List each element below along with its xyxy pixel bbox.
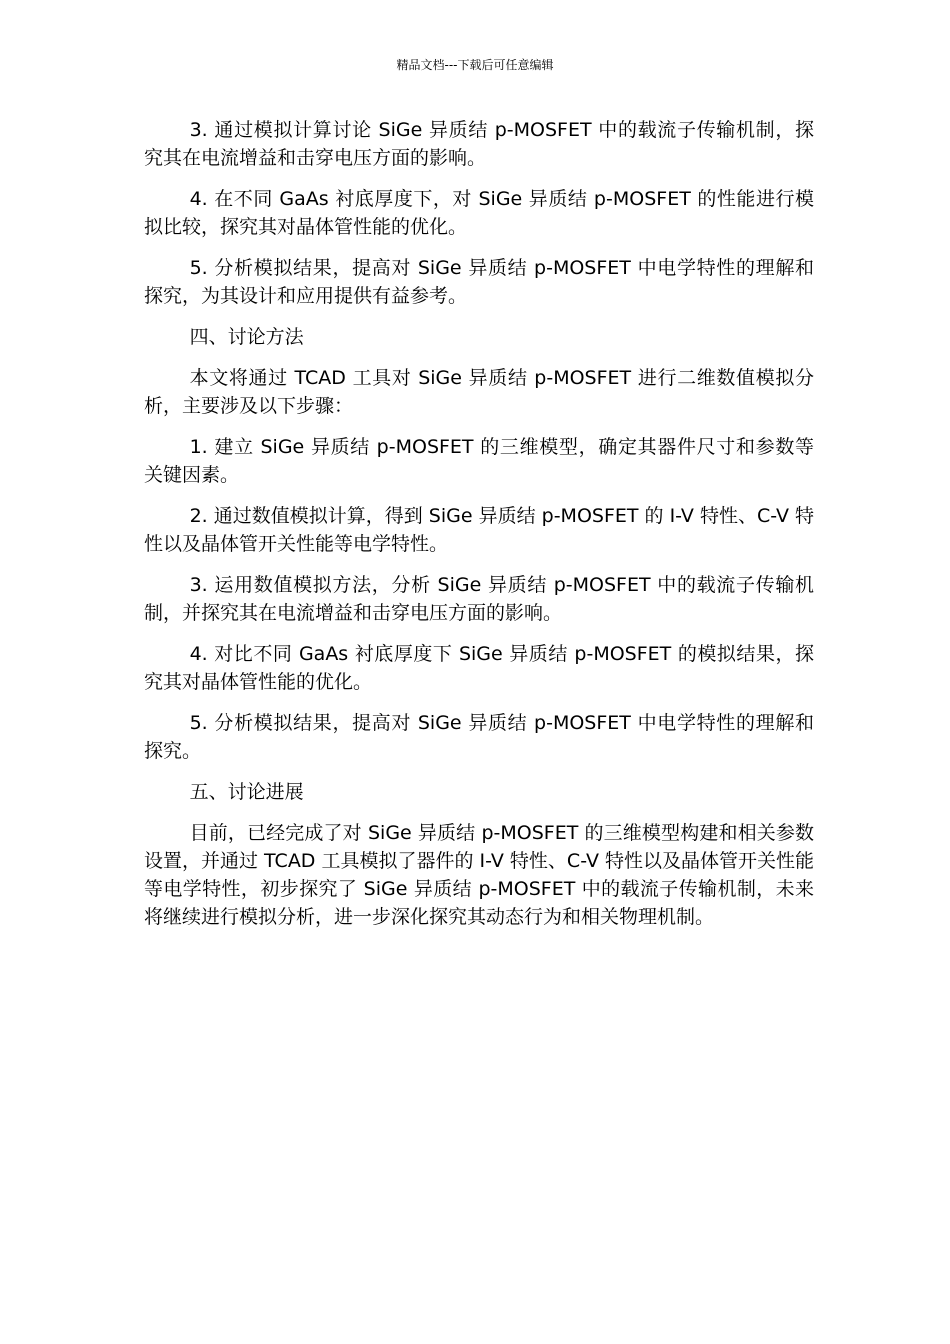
document-body (144, 116, 814, 944)
list-item-4-gaas-thickness: 4. 在不同 GaAs 衬底厚度下，对 SiGe 异质结 p-MOSFET 的性能进行模拟比较，探究其对晶体管性能的优化。 (144, 188, 814, 238)
methods-intro: 本文将通过 TCAD 工具对 SiGe 异质结 p-MOSFET 进行二维数值模拟分析，主要涉及以下步骤： (144, 367, 814, 417)
page-header: 精品文档---下载后可任意编辑 (396, 58, 554, 72)
list-item-3-simulation-transport: 3. 通过模拟计算讨论 SiGe 异质结 p-MOSFET 中的载流子传输机制，探究其在电流增益和击穿电压方面的影响。 (144, 119, 814, 169)
section-heading-methods: 四、讨论方法 (189, 326, 304, 348)
section-heading-progress: 五、讨论进展 (189, 781, 304, 803)
step-3-transport: 3. 运用数值模拟方法，分析 SiGe 异质结 p-MOSFET 中的载流子传输机制，并探究其在电流增益和击穿电压方面的影响。 (144, 574, 814, 624)
step-2-simulation: 2. 通过数值模拟计算，得到 SiGe 异质结 p-MOSFET 的 I-V 特性、C-V 特性以及晶体管开关性能等电学特性。 (144, 505, 815, 555)
list-item-5-analysis: 5. 分析模拟结果，提高对 SiGe 异质结 p-MOSFET 中电学特性的理解和探究，为其设计和应用提供有益参考。 (144, 257, 814, 307)
step-5-analysis: 5. 分析模拟结果，提高对 SiGe 异质结 p-MOSFET 中电学特性的理解和探究。 (144, 712, 814, 762)
step-4-comparison: 4. 对比不同 GaAs 衬底厚度下 SiGe 异质结 p-MOSFET 的模拟结果，探究其对晶体管性能的优化。 (144, 643, 814, 693)
progress-paragraph: 目前，已经完成了对 SiGe 异质结 p-MOSFET 的三维模型构建和相关参数设置，并通过 TCAD 工具模拟了器件的 I-V 特性、C-V 特性以及晶体管开关性能等电学特性，初步探究了 SiGe 异质结 p-MOSFET 中的载流子传输机制，未来将继续进行模拟分析，进一步深化探究其动态行为和相关物理机制。 (144, 822, 814, 928)
step-1-model: 1. 建立 SiGe 异质结 p-MOSFET 的三维模型，确定其器件尺寸和参数等关键因素。 (144, 436, 814, 486)
